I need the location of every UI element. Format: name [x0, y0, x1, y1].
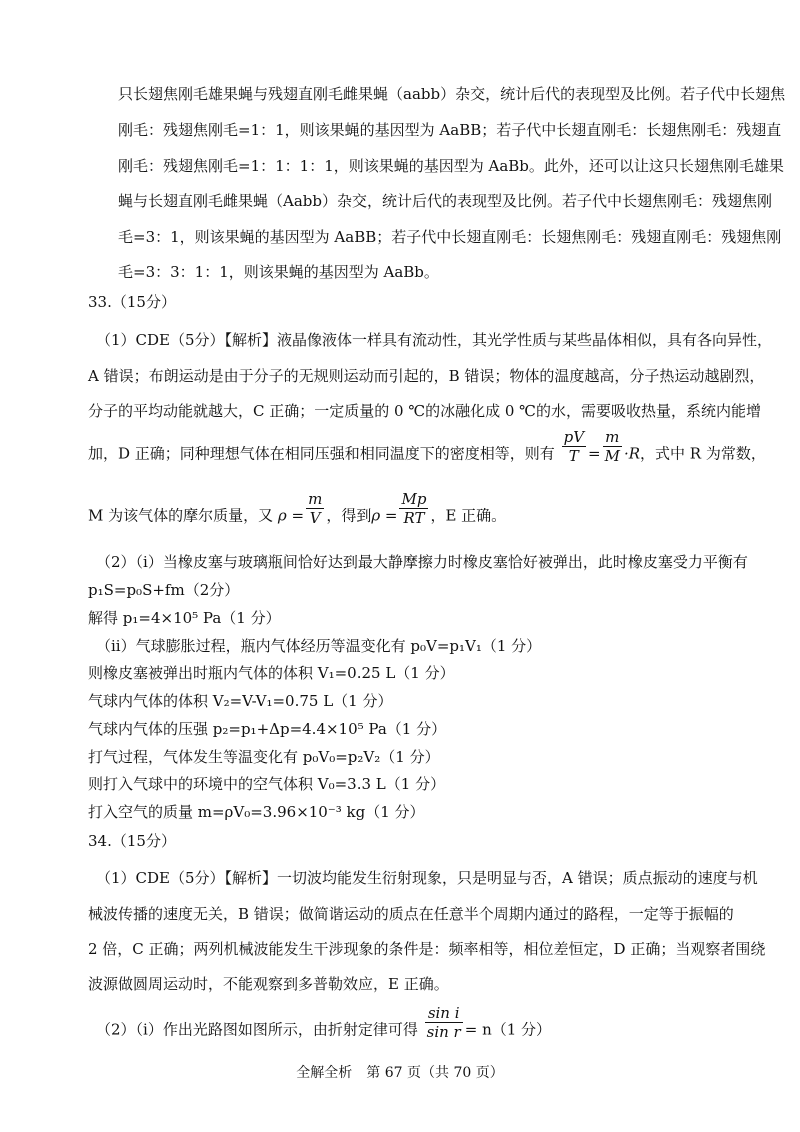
fraction-denominator: RT	[403, 509, 425, 527]
text-line: 解得 p₁=4×10⁵ Pa（1 分）	[88, 609, 281, 627]
fraction-m-over-v	[306, 490, 324, 527]
text-line: 波源做圆周运动时，不能观察到多普勒效应，E 正确。	[88, 975, 449, 993]
fraction-denominator: M	[604, 447, 620, 465]
text-line: 分子的平均动能就越大，C 正确；一定质量的 0 ℃的冰融化成 0 ℃的水，需要吸收热量，系统内能增	[88, 402, 761, 420]
fraction-numerator: pV	[563, 428, 585, 446]
formula-line	[88, 490, 507, 535]
formula-tail: ·R	[623, 444, 641, 463]
text-segment: M 为该气体的摩尔质量，又	[88, 506, 274, 525]
text-line: 刚毛：残翅焦刚毛=1：1：1：1，则该果蝇的基因型为 AaBb。此外，还可以让这只长翅焦刚毛雄果	[118, 157, 784, 175]
text-line: 则打入气球中的环境中的空气体积 V₀=3.3 L（1 分）	[88, 775, 446, 793]
text-line: 打入空气的质量 m=ρV₀=3.96×10⁻³ kg（1 分）	[88, 803, 425, 821]
text-line: p₁S=p₀S+fm（2分）	[88, 581, 240, 599]
text-line: （1）CDE（5分）【解析】一切波均能发生衍射现象，只是明显与否，A 错误；质点振动的速度与机	[96, 869, 758, 887]
fraction-mp-over-rt	[399, 490, 428, 527]
text-line: （2）（i）当橡皮塞与玻璃瓶间恰好达到最大静摩擦力时橡皮塞恰好被弹出，此时橡皮塞受力平衡有	[96, 553, 748, 571]
fraction-numerator: sin i	[425, 1004, 463, 1023]
fraction-numerator: m	[603, 428, 622, 447]
fraction-numerator: m	[308, 490, 323, 508]
text-segment: = n（1 分）	[464, 1020, 552, 1039]
text-line: 械波传播的速度无关，B 错误；做简谐运动的质点在任意半个周期内通过的路程，一定等于振幅的	[88, 905, 734, 923]
fraction-pv-over-t	[562, 428, 586, 465]
text-line: 毛=3：1，则该果蝇的基因型为 AaBB；若子代中长翅直刚毛：长翅焦刚毛：残翅直刚毛：残翅焦刚	[118, 228, 782, 246]
text-line: 毛=3：3：1：1，则该果蝇的基因型为 AaBb。	[118, 263, 439, 281]
question-34-header: 34.（15分）	[88, 832, 176, 850]
text-segment: 加，D 正确；同种理想气体在相同压强和相同温度下的密度相等，则有	[88, 444, 555, 463]
text-line: 则橡皮塞被弹出时瓶内气体的体积 V₁=0.25 L（1 分）	[88, 664, 455, 682]
text-line: （ii）气球膨胀过程，瓶内气体经历等温变化有 p₀V=p₁V₁（1 分）	[96, 637, 542, 655]
formula-line	[88, 428, 766, 473]
fraction-denominator: sin r	[426, 1023, 461, 1041]
text-line: 蝇与长翅直刚毛雌果蝇（Aabb）杂交，统计后代的表现型及比例。若子代中长翅焦刚毛：残翅焦刚	[118, 192, 772, 210]
text-segment: （2）（i）作出光路图如图所示，由折射定律可得	[96, 1020, 418, 1039]
text-line: 只长翅焦刚毛雄果蝇与残翅直刚毛雌果蝇（aabb）杂交，统计后代的表现型及比例。若子代中长翅焦	[118, 85, 786, 103]
text-line: 刚毛：残翅焦刚毛=1：1，则该果蝇的基因型为 AaBB；若子代中长翅直刚毛：长翅焦刚毛：残翅直	[118, 121, 782, 139]
fraction-sin-i-over-sin-r	[425, 1004, 463, 1041]
text-segment: ，得到	[326, 506, 372, 525]
page-footer: 全解全析 第 67 页（共 70 页）	[296, 1065, 504, 1081]
formula-lhs: ρ =	[277, 506, 305, 525]
text-line: 打气过程，气体发生等温变化有 p₀V₀=p₂V₂（1 分）	[88, 748, 440, 766]
text-line: 气球内气体的体积 V₂=V-V₁=0.75 L（1 分）	[88, 692, 393, 710]
text-segment: ，式中 R 为常数，	[640, 444, 766, 463]
text-line: 2 倍，C 正确；两列机械波能发生干涉现象的条件是：频率相等，相位差恒定，D 正确；当观察者围绕	[88, 940, 766, 958]
fraction-denominator: V	[309, 509, 321, 527]
fraction-denominator: T	[568, 447, 579, 465]
text-line: A 错误；布朗运动是由于分子的无规则运动而引起的，B 错误；物体的温度越高，分子热运动越剧烈，	[88, 367, 765, 385]
text-line: （1）CDE（5分）【解析】液晶像液体一样具有流动性，其光学性质与某些晶体相似，具有各向异性，	[96, 331, 773, 349]
fraction-numerator: Mp	[401, 490, 427, 508]
formula-line	[96, 1004, 552, 1049]
text-line: 气球内气体的压强 p₂=p₁+Δp=4.4×10⁵ Pa（1 分）	[88, 720, 447, 738]
text-segment: ，E 正确。	[430, 506, 507, 525]
formula-lhs: ρ =	[371, 506, 398, 525]
fraction-m-over-m	[603, 428, 622, 465]
question-33-header: 33.（15分）	[88, 293, 176, 311]
equals-sign: =	[588, 444, 601, 463]
